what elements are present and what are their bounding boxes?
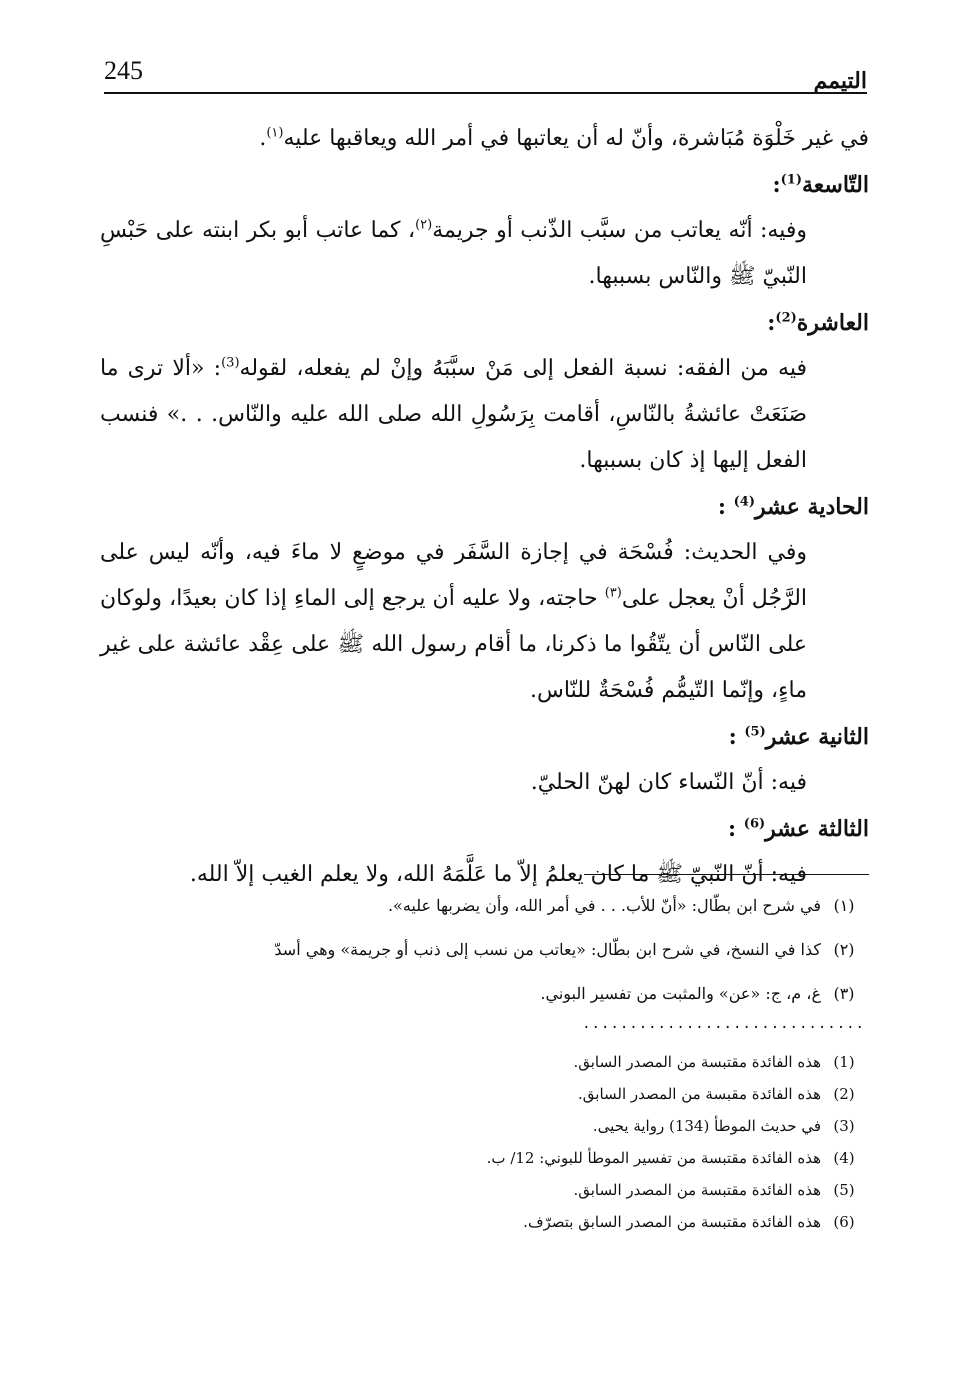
footnote-rule [584, 874, 869, 875]
paragraph-text: الثالثة عشر [765, 816, 869, 842]
paragraph [100, 116, 869, 162]
paragraph-text: الحادية عشر [755, 494, 869, 520]
paragraph-text: في غير خَلْوَة مُبَاشرة، وأنّ له أن يعاتبها في أمر الله ويعاقبها عليه [283, 126, 869, 151]
paragraph [100, 208, 869, 300]
paragraph-text: وفي الحديث: فُسْحَة في إجازة السَّفَر في موضعٍ لا ماءَ فيه، وأنّه ليس على الرَّجُل أنْ يعجل على [100, 540, 808, 611]
footnote-text: هذه الفائدة مقتبسة من تفسير الموطأ للبوني: 12/ ب. [486, 1149, 821, 1167]
footnote-item [120, 928, 867, 972]
footnote-ref[interactable]: (3) [221, 355, 240, 371]
footnote-item [120, 972, 867, 1016]
footnote-item [120, 1174, 867, 1206]
paragraph-text: فيه: أنّ النّساء كان لهنّ الحليّ. [530, 770, 807, 795]
footnote-ref[interactable]: (6) [743, 816, 766, 832]
footnote-text: غ، م، ج: «عن» والمثبت من تفسير البوني. [540, 984, 821, 1003]
footnote-number: (٢) [833, 940, 855, 959]
paragraph-tail: : [717, 494, 734, 520]
page-number: 245 [104, 56, 143, 85]
footnote-number: (3) [833, 1117, 855, 1135]
paragraph [100, 346, 869, 484]
main-text [100, 116, 869, 898]
footnote-item [120, 1078, 867, 1110]
section-heading [100, 806, 869, 852]
footnote-text: هذه الفائدة مقتبسة من المصدر السابق بتصرّف. [523, 1213, 821, 1231]
section-heading [100, 484, 869, 530]
footnote-item [120, 1142, 867, 1174]
footnote-ref[interactable]: (5) [744, 724, 766, 740]
footnote-number: (2) [833, 1085, 855, 1103]
footnote-number: (4) [833, 1149, 855, 1167]
paragraph-text: وفيه: أنّه يعاتب من سبَّب الذّنب أو جريمة [432, 218, 808, 243]
footnote-ref[interactable]: (٣) [604, 585, 622, 601]
footnote-text: هذه الفائدة مقبسة من المصدر السابق. [578, 1085, 821, 1103]
footnote-text: في شرح ابن بطّال: «أنّ للأب. . . في أمر الله، وأن يضربها عليه». [387, 896, 821, 915]
paragraph-tail: : «ألا ترى ما صَنَعَتْ عائشةُ بالنّاسِ، أقامت بِرَسُولِ الله صلى الله عليه والنّاس. . .» فنسب الفعل إليها إذ كان بسببها. [100, 356, 807, 473]
paragraph-tail: : [728, 816, 744, 842]
footnotes-latin [120, 1046, 867, 1238]
footnote-ref[interactable]: (2) [775, 310, 797, 326]
paragraph-text: العاشرة [796, 310, 869, 336]
footnote-ref[interactable]: (١) [266, 125, 284, 141]
section-heading [100, 162, 869, 208]
footnote-text: كذا في النسخ، في شرح ابن بطّال: «يعاتب من نسب إلى ذنب أو جريمة» وهي أسدّ [274, 940, 821, 959]
paragraph-tail: : [772, 172, 781, 198]
footnote-ref[interactable]: (1) [780, 172, 802, 188]
footnote-item [120, 1110, 867, 1142]
paragraph-text: التّاسعة [802, 172, 869, 198]
footnote-item [120, 1046, 867, 1078]
footnote-ref[interactable]: (4) [733, 494, 755, 510]
section-heading [100, 300, 869, 346]
paragraph [100, 760, 869, 806]
footnote-number: (1) [833, 1053, 855, 1071]
paragraph-tail: . [259, 126, 267, 151]
footnote-separator: .............................. [582, 1016, 865, 1032]
footnote-item [120, 884, 867, 928]
footnote-text: في حديث الموطأ (134) رواية يحيى. [592, 1117, 821, 1135]
header-rule [104, 92, 867, 94]
section-heading [100, 714, 869, 760]
footnote-number: (١) [833, 896, 855, 915]
paragraph-text: فيه: أنّ النّبيّ ﷺ ما كان يعلمُ إلاّ ما عَلَّمَهُ الله، ولا يعلم الغيب إلاّ الله. [189, 862, 807, 887]
footnotes-arabic [120, 884, 867, 1016]
footnote-ref[interactable]: (٢) [415, 217, 433, 233]
paragraph-tail: حاجته، ولا عليه أن يرجع إلى الماءِ إذا كان بعيدًا، ولوكان على النّاس أن يتّقُوا ما ذكرنا، ما أقام رسول الله ﷺ على عِقْد عائشة على غير ماءٍ، وإنّما التّيمُّم فُسْحَةٌ للنّاس. [100, 586, 807, 703]
footnote-text: هذه الفائدة مقتبسة من المصدر السابق. [573, 1181, 821, 1199]
paragraph-text: الثانية عشر [765, 724, 869, 750]
paragraph [100, 530, 869, 714]
footnote-number: (6) [833, 1213, 855, 1231]
footnote-item [120, 1206, 867, 1238]
paragraph-text: فيه من الفقه: نسبة الفعل إلى مَنْ سبَّبَهُ وإنْ لم يفعله، لقوله [239, 356, 807, 381]
footnote-number: (5) [833, 1181, 855, 1199]
footnote-text: هذه الفائدة مقتبسة من المصدر السابق. [573, 1053, 821, 1071]
paragraph-tail: ، كما عاتب أبو بكر ابنته على حَبْسِ النّبيّ ﷺ والنّاس بسببها. [100, 218, 807, 289]
footnote-number: (٣) [833, 984, 855, 1003]
paragraph-tail: : [767, 310, 776, 336]
chapter-title: التيمم [813, 68, 867, 94]
paragraph-tail: : [728, 724, 745, 750]
